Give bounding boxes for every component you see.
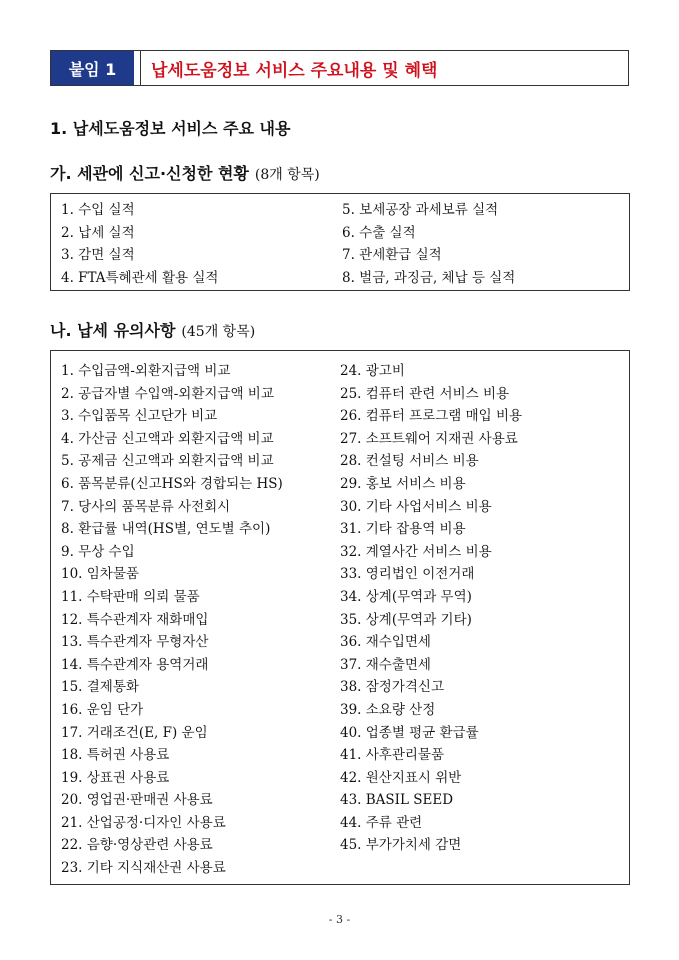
section-a-count: (8개 항목) — [254, 167, 320, 183]
title-bar — [50, 50, 629, 86]
declaration-item: 2. 납세 실적 — [61, 224, 135, 241]
notice-item: 24. 광고비 — [340, 363, 405, 379]
section-b-count: (45개 항목) — [181, 324, 256, 340]
notice-item: 39. 소요량 산정 — [340, 701, 436, 718]
notice-right-column — [340, 360, 522, 857]
notice-item: 26. 컴퓨터 프로그램 매입 비용 — [340, 408, 523, 425]
notice-item: 14. 특수관계자 용역거래 — [61, 656, 209, 673]
section-heading-a — [50, 161, 320, 184]
notice-item: 21. 산업공정·디자인 사용료 — [61, 814, 226, 831]
notice-item: 33. 영리법인 이전거래 — [340, 566, 475, 583]
notice-left-column — [61, 360, 283, 880]
notice-item: 44. 주류 관련 — [340, 814, 423, 831]
section-a-title: 가. 세관에 신고·신청한 현황 — [50, 164, 249, 183]
notice-item: 20. 영업권·판매권 사용료 — [61, 792, 213, 809]
declaration-item: 1. 수입 실적 — [61, 202, 135, 218]
notice-item: 2. 공급자별 수입액-외환지급액 비교 — [61, 385, 274, 402]
declaration-left-column — [61, 199, 218, 289]
tax-notice-box — [50, 350, 630, 885]
notice-item: 10. 임차물품 — [61, 566, 139, 583]
notice-item: 22. 음향·영상관련 사용료 — [61, 837, 213, 854]
notice-item: 36. 재수입면세 — [340, 634, 431, 651]
attachment-badge: 붙임 1 — [51, 51, 134, 85]
notice-item: 23. 기타 지식재산권 사용료 — [61, 860, 226, 877]
declaration-item: 8. 벌금, 과징금, 체납 등 실적 — [342, 269, 516, 286]
notice-item: 17. 거래조건(E, F) 운임 — [61, 724, 208, 741]
section-heading-b — [50, 318, 255, 341]
notice-item: 6. 품목분류(신고HS와 경합되는 HS) — [61, 475, 283, 492]
notice-item: 45. 부가가치세 감면 — [340, 837, 462, 854]
declaration-status-box — [50, 193, 630, 291]
notice-item: 34. 상계(무역과 무역) — [340, 588, 472, 605]
notice-item: 5. 공제금 신고액과 외환지급액 비교 — [61, 453, 274, 470]
notice-item: 35. 상계(무역과 기타) — [340, 611, 472, 628]
notice-item: 11. 수탁판매 의뢰 물품 — [61, 588, 200, 605]
notice-item: 27. 소프트웨어 지재권 사용료 — [340, 430, 518, 447]
notice-item: 18. 특허권 사용료 — [61, 747, 170, 764]
notice-item: 8. 환급률 내역(HS별, 연도별 추이) — [61, 521, 271, 538]
notice-item: 3. 수입품목 신고단가 비교 — [61, 408, 218, 425]
notice-item: 12. 특수관계자 재화매입 — [61, 611, 209, 628]
notice-item: 19. 상표권 사용료 — [61, 769, 170, 786]
notice-item: 30. 기타 사업서비스 비용 — [340, 498, 492, 515]
notice-item: 38. 잠정가격신고 — [340, 679, 445, 696]
declaration-item: 4. FTA특혜관세 활용 실적 — [61, 269, 219, 286]
page-title: 납세도움정보 서비스 주요내용 및 혜택 — [140, 51, 628, 85]
notice-item: 9. 무상 수입 — [61, 543, 135, 560]
declaration-item: 5. 보세공장 과세보류 실적 — [342, 202, 499, 218]
notice-item: 29. 홍보 서비스 비용 — [340, 475, 466, 492]
notice-item: 42. 원산지표시 위반 — [340, 769, 462, 786]
notice-item: 41. 사후관리물품 — [340, 747, 445, 764]
notice-item: 16. 운임 단가 — [61, 701, 144, 718]
notice-item: 25. 컴퓨터 관련 서비스 비용 — [340, 385, 510, 402]
page-number: - 3 - — [328, 913, 351, 926]
notice-item: 7. 당사의 품목분류 사전회시 — [61, 498, 231, 515]
notice-item: 28. 컨설팅 서비스 비용 — [340, 453, 479, 470]
notice-item: 1. 수입금액-외환지급액 비교 — [61, 363, 231, 379]
notice-item: 40. 업종별 평균 환급률 — [340, 724, 479, 741]
notice-item: 4. 가산금 신고액과 외환지급액 비교 — [61, 430, 274, 447]
notice-item: 32. 계열사간 서비스 비용 — [340, 543, 492, 560]
section-heading-1: 1. 납세도움정보 서비스 주요 내용 — [50, 119, 291, 138]
declaration-right-column — [342, 199, 515, 289]
declaration-item: 7. 관세환급 실적 — [342, 247, 442, 264]
declaration-item: 6. 수출 실적 — [342, 224, 416, 241]
notice-item: 31. 기타 잡용역 비용 — [340, 521, 466, 538]
notice-item: 37. 재수출면세 — [340, 656, 431, 673]
notice-item: 15. 결제통화 — [61, 679, 139, 696]
notice-item: 43. BASIL SEED — [340, 792, 454, 809]
section-b-title: 나. 납세 유의사항 — [50, 321, 176, 340]
declaration-item: 3. 감면 실적 — [61, 247, 135, 264]
notice-item: 13. 특수관계자 무형자산 — [61, 634, 209, 651]
